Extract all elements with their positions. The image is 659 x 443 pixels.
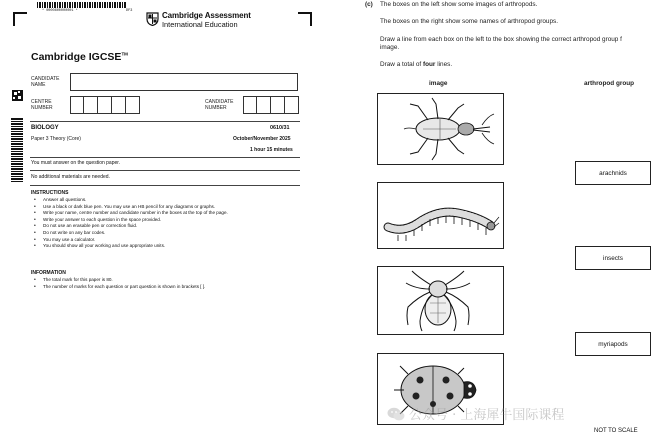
candidate-name-field[interactable] [70, 73, 298, 91]
instruction-item: • Write your answer to each question in the space provided. [31, 217, 301, 224]
information-item: • The total mark for this paper is 80. [31, 277, 301, 284]
question-label: (c) [365, 1, 373, 8]
materials-note: No additional materials are needed. [31, 174, 110, 180]
group-box-myriapods[interactable]: myriapods [575, 332, 651, 356]
column-header-group: arthropod group [584, 80, 635, 87]
title-text: Cambridge IGCSE [31, 51, 122, 63]
divider-4 [30, 185, 300, 186]
question-line-4 [380, 61, 452, 69]
instruction-item: • You should show all your working and use appropriate units. [31, 243, 301, 250]
barcode-top [37, 2, 127, 8]
session: October/November 2025 [233, 136, 291, 142]
divider-1 [30, 121, 300, 122]
corner-mark-top-left [13, 12, 27, 26]
instructions-heading: INSTRUCTIONS [31, 190, 69, 196]
duration: 1 hour 15 minutes [250, 147, 293, 153]
logo-line2: International Education [162, 20, 238, 29]
subject: BIOLOGY [31, 125, 59, 131]
instruction-item: • Do not write on any bar codes. [31, 230, 301, 237]
image-box-spider[interactable] [377, 266, 504, 335]
question-line-3b: image. [380, 44, 400, 51]
group-box-insects[interactable]: insects [575, 246, 651, 270]
wechat-icon [387, 407, 405, 421]
divider-3 [30, 170, 300, 171]
candidate-number-cell-3[interactable] [271, 96, 285, 114]
centre-number-cell-5[interactable] [126, 96, 140, 114]
question-line-3a: Draw a line from each box on the left to the box showing the correct arthropod group f [380, 36, 622, 43]
question-line-2: The boxes on the right show some names of arthropod groups. [380, 18, 558, 25]
barcode-code: DF3 [126, 9, 133, 13]
watermark-text: 公众号 · 上海犀牛国际课程 [409, 408, 565, 423]
instruction-item: • Do not use an erasable pen or correction fluid. [31, 223, 301, 230]
watermark [387, 404, 564, 423]
scale-note: NOT TO SCALE [594, 428, 638, 434]
candidate-number-cell-1[interactable] [243, 96, 257, 114]
instruction-item: • Write your name, centre number and candidate number in the boxes at the top of the page. [31, 210, 301, 217]
question-page [362, 0, 659, 443]
candidate-number-cell-2[interactable] [257, 96, 271, 114]
divider-2 [30, 157, 300, 158]
information-list [31, 277, 301, 290]
page-title [31, 51, 128, 63]
barcode-side [11, 118, 23, 182]
candidate-name-label: CANDIDATE NAME [31, 76, 60, 88]
weevil-icon [378, 94, 503, 164]
group-box-arachnids[interactable]: arachnids [575, 161, 651, 185]
information-heading: INFORMATION [31, 270, 66, 276]
line4-post: lines. [435, 61, 453, 68]
centre-number-cell-4[interactable] [112, 96, 126, 114]
image-box-weevil[interactable] [377, 93, 504, 165]
instruction-item: • Answer all questions. [31, 197, 301, 204]
centre-number-cell-3[interactable] [98, 96, 112, 114]
information-item: • The number of marks for each question or part question is shown in brackets [ ]. [31, 284, 301, 291]
paper-code: 0610/31 [270, 125, 290, 131]
instructions-list [31, 197, 301, 250]
barcode-text: * 0000800000001 * [42, 9, 78, 13]
paper-title: Paper 3 Theory (Core) [31, 136, 81, 142]
spider-icon [378, 267, 503, 334]
column-header-image: image [429, 80, 448, 87]
centre-number-cell-1[interactable] [70, 96, 84, 114]
title-tm: TM [121, 51, 128, 57]
candidate-number-label: CANDIDATE NUMBER [205, 99, 234, 111]
corner-mark-top-right [298, 12, 312, 26]
line4-pre: Draw a total of [380, 61, 423, 68]
instruction-item: • Use a black or dark blue pen. You may use an HB pencil for any diagrams or graphs. [31, 204, 301, 211]
logo-line1: Cambridge Assessment [162, 11, 251, 20]
question-line-1: The boxes on the left show some images of arthropods. [380, 1, 538, 8]
centre-number-cell-2[interactable] [84, 96, 98, 114]
centre-number-label: CENTRE NUMBER [31, 99, 53, 111]
candidate-number-cell-4[interactable] [285, 96, 299, 114]
instruction-item: • You may use a calculator. [31, 237, 301, 244]
line4-bold: four [422, 61, 436, 68]
millipede-icon [378, 183, 503, 248]
shield-crest-icon [146, 12, 159, 26]
qr-code [12, 90, 23, 101]
image-box-millipede[interactable] [377, 182, 504, 249]
answer-note: You must answer on the question paper. [31, 160, 121, 166]
